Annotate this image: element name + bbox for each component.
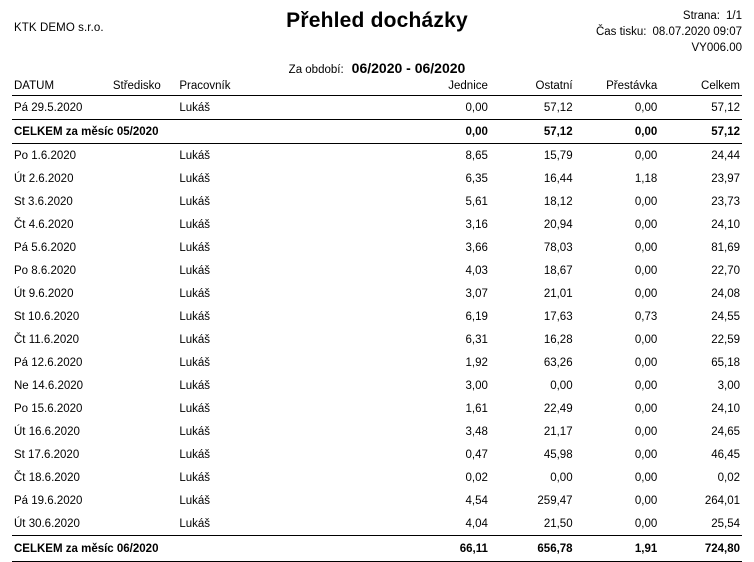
cell-celkem: 264,01: [704, 494, 740, 507]
cell-center: [113, 259, 176, 282]
cell-ostatni: 20,94: [543, 218, 573, 231]
cell-ostatni: 21,17: [543, 425, 573, 438]
cell-celkem: 25,54: [711, 517, 740, 530]
table-row: [12, 282, 742, 305]
cell-center: [113, 236, 176, 259]
cell-celkem: 24,55: [711, 310, 740, 323]
subtotal-prestavka: 0,00: [577, 120, 662, 144]
column-header-jednice: Jednice: [407, 78, 492, 96]
cell-ostatni: 21,50: [543, 517, 573, 530]
column-header-center: Středisko: [113, 78, 176, 96]
table-row: [12, 420, 742, 443]
cell-center: [113, 397, 176, 420]
cell-celkem: 23,73: [711, 195, 740, 208]
meta-label-page: Strana:: [682, 10, 720, 22]
column-header-ostatni: Ostatní: [492, 78, 577, 96]
table-header-row: [12, 78, 742, 96]
cell-date: Čt 4.6.2020: [14, 218, 74, 231]
cell-ostatni: 78,03: [543, 241, 573, 254]
cell-ostatni: 45,98: [543, 448, 573, 461]
meta-value-printtime: 08.07.2020 09:07: [652, 26, 742, 38]
cell-worker: Lukáš: [179, 149, 211, 162]
cell-date: Po 8.6.2020: [14, 264, 77, 277]
table-row: [12, 305, 742, 328]
report-meta: [596, 8, 742, 56]
cell-worker: Lukáš: [179, 517, 211, 530]
cell-jednice: 3,00: [465, 379, 488, 392]
cell-worker: Lukáš: [179, 494, 211, 507]
cell-worker: Lukáš: [179, 264, 211, 277]
period-label: Za období:: [288, 64, 344, 76]
cell-date: Pá 19.6.2020: [14, 494, 83, 507]
cell-prestavka: 0,00: [634, 356, 658, 369]
cell-jednice: 6,19: [465, 310, 488, 323]
cell-worker: Lukáš: [179, 425, 211, 438]
meta-row-formcode: [596, 40, 742, 56]
subtotal-jednice: 0,00: [407, 120, 492, 144]
cell-jednice: 4,54: [465, 494, 488, 507]
cell-date: Út 9.6.2020: [14, 287, 74, 300]
cell-jednice: 4,04: [465, 517, 488, 530]
cell-ostatni: 21,01: [543, 287, 573, 300]
attendance-table: [12, 78, 742, 562]
cell-prestavka: 0,00: [634, 471, 658, 484]
subtotal-celkem: 57,12: [661, 120, 742, 144]
table-row: [12, 466, 742, 489]
cell-prestavka: 0,00: [634, 333, 658, 346]
cell-prestavka: 0,00: [634, 517, 658, 530]
cell-jednice: 6,31: [465, 333, 488, 346]
table-row: [12, 236, 742, 259]
table-row: [12, 167, 742, 190]
cell-worker: Lukáš: [179, 287, 211, 300]
cell-jednice: 3,66: [465, 241, 488, 254]
cell-date: St 3.6.2020: [14, 195, 73, 208]
cell-ostatni: 57,12: [543, 101, 573, 114]
column-header-celkem: Celkem: [661, 78, 742, 96]
report-header: [0, 0, 754, 78]
subtotal-label: CELKEM za měsíc 05/2020: [12, 120, 407, 144]
cell-center: [113, 443, 176, 466]
cell-date: Po 15.6.2020: [14, 402, 83, 415]
cell-date: Pá 29.5.2020: [14, 101, 83, 114]
cell-ostatni: 63,26: [543, 356, 573, 369]
cell-worker: Lukáš: [179, 218, 211, 231]
cell-worker: Lukáš: [179, 195, 211, 208]
cell-prestavka: 0,00: [634, 402, 658, 415]
cell-center: [113, 144, 176, 168]
cell-worker: Lukáš: [179, 402, 211, 415]
cell-jednice: 1,92: [465, 356, 488, 369]
cell-date: Čt 18.6.2020: [14, 471, 80, 484]
cell-prestavka: 0,73: [634, 310, 658, 323]
cell-jednice: 5,61: [465, 195, 488, 208]
cell-ostatni: 18,12: [543, 195, 573, 208]
meta-row-printtime: [596, 24, 742, 40]
cell-celkem: 0,02: [717, 471, 740, 484]
cell-ostatni: 16,44: [543, 172, 573, 185]
cell-prestavka: 0,00: [634, 494, 658, 507]
cell-prestavka: 0,00: [634, 149, 658, 162]
cell-prestavka: 0,00: [634, 448, 658, 461]
cell-center: [113, 328, 176, 351]
cell-center: [113, 420, 176, 443]
cell-center: [113, 282, 176, 305]
cell-ostatni: 259,47: [537, 494, 573, 507]
cell-celkem: 57,12: [711, 101, 740, 114]
cell-jednice: 3,07: [465, 287, 488, 300]
table-row: [12, 489, 742, 512]
cell-jednice: 0,00: [465, 101, 488, 114]
cell-celkem: 24,08: [711, 287, 740, 300]
column-header-worker: Pracovník: [175, 78, 407, 96]
table-row: [12, 213, 742, 236]
cell-worker: Lukáš: [179, 471, 211, 484]
total-ostatni: 656,78: [492, 536, 577, 562]
cell-date: Pá 5.6.2020: [14, 241, 77, 254]
cell-ostatni: 18,67: [543, 264, 573, 277]
cell-worker: Lukáš: [179, 379, 211, 392]
total-label: CELKEM za měsíc 06/2020: [12, 536, 407, 562]
table-body: [12, 96, 742, 562]
meta-value-page: 1/1: [726, 10, 742, 22]
subtotal-ostatni: 57,12: [492, 120, 577, 144]
cell-prestavka: 0,00: [634, 287, 658, 300]
cell-date: Út 2.6.2020: [14, 172, 74, 185]
column-header-date: DATUM: [12, 78, 113, 96]
cell-worker: Lukáš: [179, 333, 211, 346]
cell-center: [113, 190, 176, 213]
cell-celkem: 22,70: [711, 264, 740, 277]
cell-date: Ne 14.6.2020: [14, 379, 84, 392]
monthly-subtotal-row-previous: [12, 120, 742, 144]
cell-center: [113, 489, 176, 512]
cell-worker: Lukáš: [179, 101, 211, 114]
company-name: KTK DEMO s.r.o.: [14, 22, 104, 34]
cell-jednice: 3,48: [465, 425, 488, 438]
cell-date: Čt 11.6.2020: [14, 333, 80, 346]
table-row: [12, 443, 742, 466]
total-prestavka: 1,91: [577, 536, 662, 562]
page-title: Přehled docházky: [286, 9, 468, 32]
cell-jednice: 3,16: [465, 218, 488, 231]
cell-prestavka: 0,00: [634, 264, 658, 277]
cell-celkem: 24,10: [711, 218, 740, 231]
cell-worker: Lukáš: [179, 172, 211, 185]
cell-jednice: 0,47: [465, 448, 488, 461]
cell-center: [113, 374, 176, 397]
table-row: [12, 512, 742, 536]
total-celkem: 724,80: [661, 536, 742, 562]
cell-center: [113, 305, 176, 328]
cell-prestavka: 0,00: [634, 101, 658, 114]
cell-date: Út 16.6.2020: [14, 425, 80, 438]
table-row: [12, 96, 742, 120]
table-row: [12, 374, 742, 397]
cell-worker: Lukáš: [179, 356, 211, 369]
meta-value-formcode: VY006.00: [691, 42, 742, 54]
table-row: [12, 328, 742, 351]
period-value: 06/2020 - 06/2020: [351, 60, 466, 76]
meta-label-printtime: Čas tisku:: [595, 26, 647, 38]
cell-celkem: 24,44: [711, 149, 740, 162]
table-row: [12, 259, 742, 282]
cell-ostatni: 22,49: [543, 402, 573, 415]
cell-ostatni: 0,00: [550, 471, 573, 484]
cell-celkem: 22,59: [711, 333, 740, 346]
cell-jednice: 0,02: [465, 471, 488, 484]
cell-date: St 10.6.2020: [14, 310, 80, 323]
meta-row-page: [596, 8, 742, 24]
cell-date: St 17.6.2020: [14, 448, 80, 461]
cell-jednice: 1,61: [465, 402, 488, 415]
cell-prestavka: 0,00: [634, 218, 658, 231]
cell-celkem: 23,97: [711, 172, 740, 185]
cell-jednice: 8,65: [465, 149, 488, 162]
cell-celkem: 46,45: [711, 448, 740, 461]
cell-jednice: 6,35: [465, 172, 488, 185]
cell-worker: Lukáš: [179, 448, 211, 461]
cell-celkem: 3,00: [717, 379, 740, 392]
cell-date: Pá 12.6.2020: [14, 356, 83, 369]
cell-prestavka: 0,00: [634, 379, 658, 392]
cell-prestavka: 1,18: [634, 172, 658, 185]
cell-ostatni: 15,79: [543, 149, 573, 162]
cell-date: Po 1.6.2020: [14, 149, 77, 162]
cell-center: [113, 351, 176, 374]
cell-jednice: 4,03: [465, 264, 488, 277]
total-jednice: 66,11: [407, 536, 492, 562]
table-row: [12, 397, 742, 420]
cell-worker: Lukáš: [179, 241, 211, 254]
cell-celkem: 24,65: [711, 425, 740, 438]
cell-center: [113, 213, 176, 236]
cell-prestavka: 0,00: [634, 241, 658, 254]
table-row: [12, 190, 742, 213]
cell-ostatni: 17,63: [543, 310, 573, 323]
period-line: [0, 60, 754, 76]
cell-celkem: 81,69: [711, 241, 740, 254]
cell-prestavka: 0,00: [634, 425, 658, 438]
cell-celkem: 24,10: [711, 402, 740, 415]
cell-date: Út 30.6.2020: [14, 517, 80, 530]
column-header-prestavka: Přestávka: [577, 78, 662, 96]
cell-prestavka: 0,00: [634, 195, 658, 208]
cell-celkem: 65,18: [711, 356, 740, 369]
cell-ostatni: 0,00: [550, 379, 573, 392]
cell-worker: Lukáš: [179, 310, 211, 323]
monthly-total-row: [12, 536, 742, 562]
cell-center: [113, 466, 176, 489]
cell-center: [113, 96, 176, 120]
cell-center: [113, 167, 176, 190]
table-row: [12, 351, 742, 374]
cell-center: [113, 512, 176, 536]
cell-ostatni: 16,28: [543, 333, 573, 346]
table-row: [12, 144, 742, 168]
